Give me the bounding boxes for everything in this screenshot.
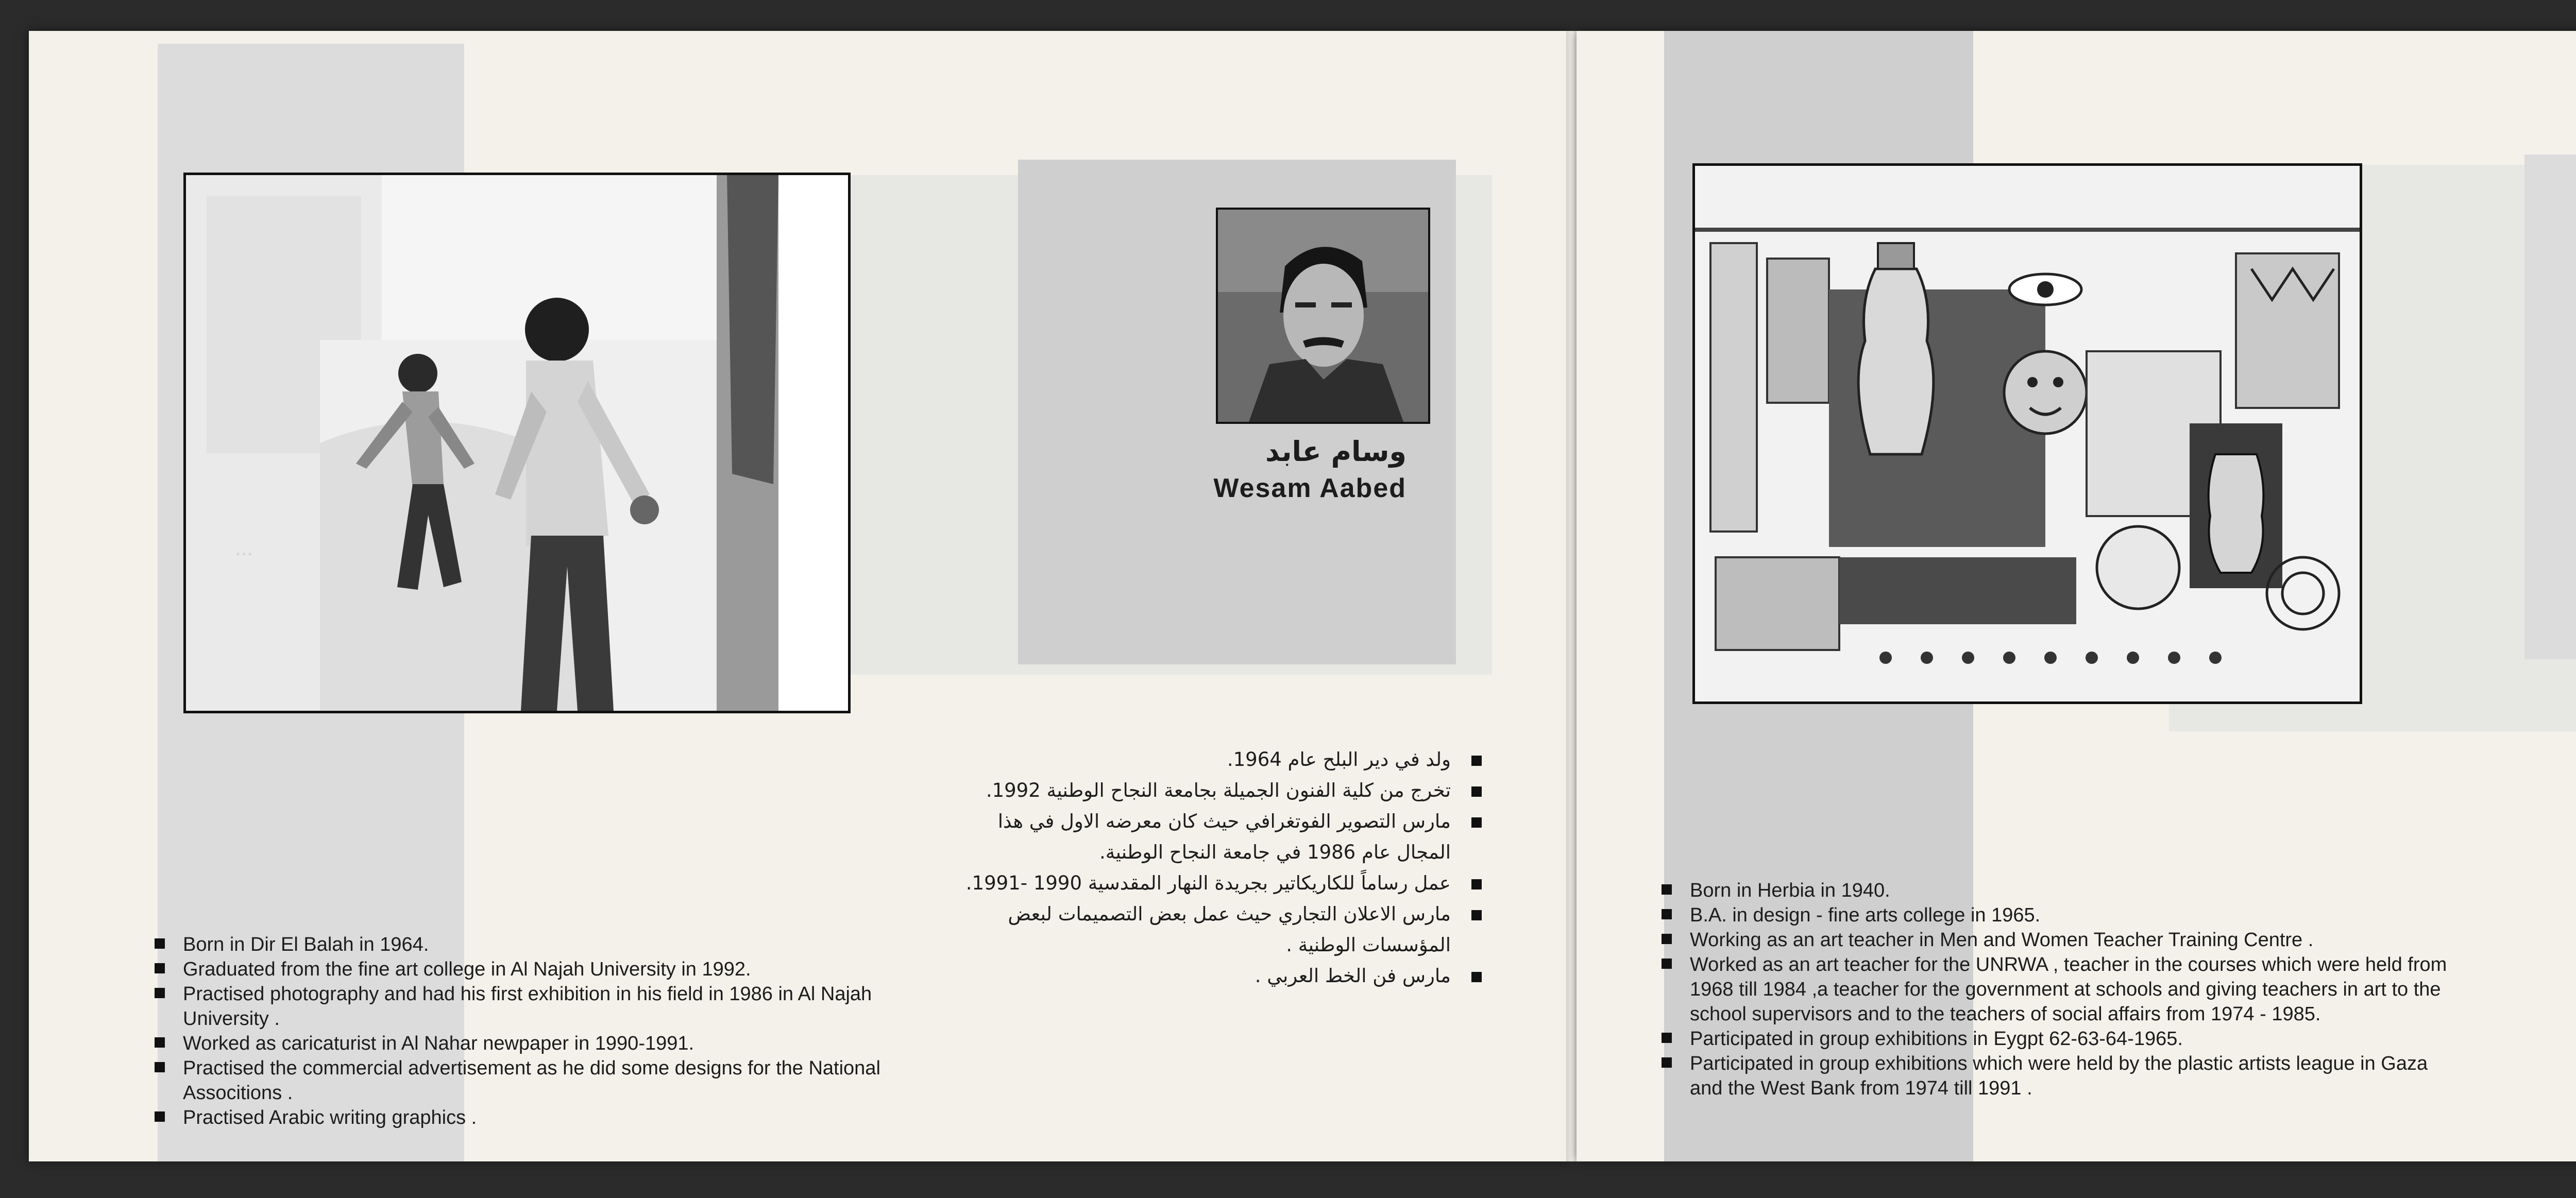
- bio-ar-item: مارس التصوير الفوتغرافي حيث كان معرضه الاول في هذا المجال عام 1986 في جامعة النجاح الوطنية.: [954, 806, 1482, 868]
- background-band: [2524, 155, 2576, 659]
- artist-portrait-wesam: [1216, 208, 1430, 424]
- bio-en-item: B.A. in design - fine arts college in 1965.: [1662, 903, 2465, 928]
- right-page: [1577, 31, 2576, 1161]
- bio-en-item: Participated in group exhibitions in Eygpt 62-63-64-1965.: [1662, 1026, 2465, 1051]
- ghost-text: ...: [235, 536, 253, 560]
- bio-ar-item: مارس الاعلان التجاري حيث عمل بعض التصميمات لبعض المؤسسات الوطنية .: [954, 899, 1482, 961]
- bio-en-item: Practised photography and had his first exhibition in his field in 1986 in Al Najah University .: [155, 982, 912, 1031]
- artwork-folk-composition: [1692, 163, 2362, 704]
- artist-name-arabic: وسام عابد: [1265, 435, 1406, 468]
- bio-ar-item: عمل رساماً للكاريكاتير بجريدة النهار المقدسية 1990 -1991.: [954, 868, 1482, 899]
- bio-en-item: Working as an art teacher in Men and Women Teacher Training Centre .: [1662, 928, 2465, 952]
- bio-en-item: Graduated from the fine art college in Al Najah University in 1992.: [155, 957, 912, 982]
- bio-en-item: Worked as caricaturist in Al Nahar newpaper in 1990-1991.: [155, 1031, 912, 1056]
- artist-name-english: [2532, 591, 2576, 622]
- bio-en-item: Participated in group exhibitions which were held by the plastic artists league in Gaza and the West Bank from 1974 till 1991 .: [1662, 1051, 2465, 1101]
- bio-en-item: Born in Herbia in 1940.: [1662, 878, 2465, 903]
- bio-english: [155, 932, 912, 1130]
- bio-arabic: [954, 744, 1482, 991]
- artist-name-english: Wesam Aabed: [1213, 473, 1406, 503]
- bio-en-item: Practised Arabic writing graphics .: [155, 1105, 912, 1130]
- left-page: [29, 31, 1569, 1161]
- artwork-children-painting: [183, 173, 851, 713]
- bio-ar-item: ولد في دير البلح عام 1964.: [954, 744, 1482, 775]
- bio-english: [1662, 878, 2465, 1101]
- bio-en-item: Practised the commercial advertisement as he did some designs for the National Associtions .: [155, 1056, 912, 1105]
- bio-ar-item: تخرج من كلية الفنون الجميلة بجامعة النجاح الوطنية 1992.: [954, 775, 1482, 806]
- bio-ar-item: مارس فن الخط العربي .: [954, 961, 1482, 991]
- bio-en-item: Born in Dir El Balah in 1964.: [155, 932, 912, 957]
- bio-en-item: Worked as an art teacher for the UNRWA , teacher in the courses which were held from 1968 till 1984 ,a teacher for the government at schools and giving teachers in art to the school supervisors and to the teachers of social affairs from 1974 - 1985.: [1662, 952, 2465, 1026]
